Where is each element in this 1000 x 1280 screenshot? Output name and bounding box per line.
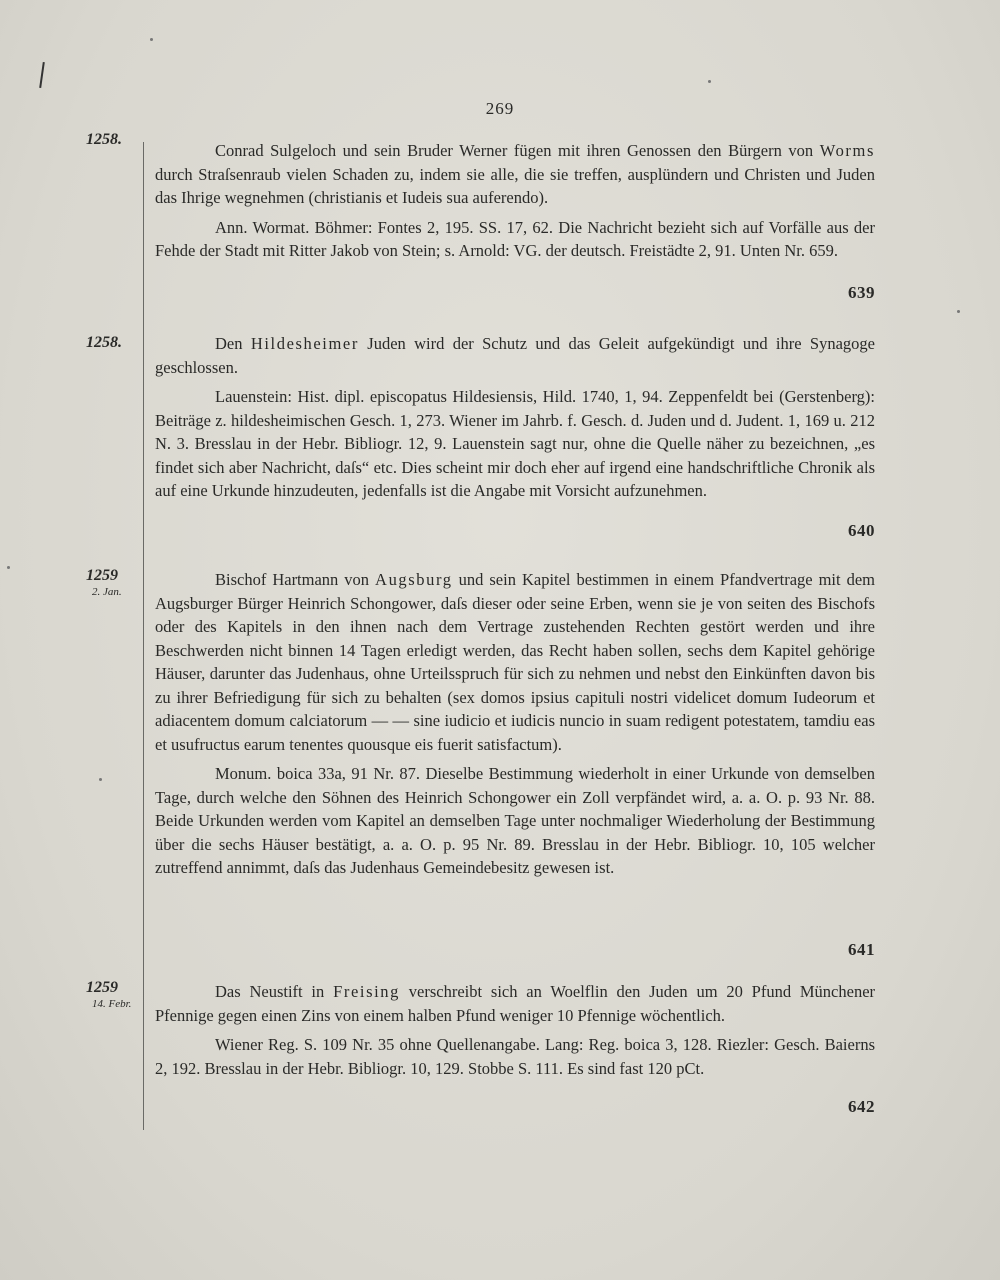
- summary-text: und sein Kapitel bestimmen in einem Pfandvertrage mit dem Augsburger Bürger Heinrich Schongower, daſs dieser oder seine Erben, wenn sie je von seiten des Bischofs oder des Kapitels in den ihnen nach dem Vertrage zustehenden Rechten gestört werden und ihre Beschwerden nicht binnen 14 Tagen erledigt werden, das Recht haben sollen, sechs dem Kapitel gehörige Häuser, darunter das Judenhaus, ohne Urteilsspruch für sich zu nehmen und nebst den Einkünften davon bis zu ihrer Befriedigung für sich zu behalten (sex domos ipsius capituli nostri videlicet domum Iudeorum et adiacentem domum calciatorum — — sine iudicio et iudicis nuncio in suam redigent potestatem, tamdiu eas et usufructus earum tenentes quousque eis fuerit satisfactum).: [155, 570, 875, 754]
- entry-text: [155, 980, 875, 1080]
- entry-number: 639: [848, 283, 875, 302]
- scan-speck: [957, 310, 960, 313]
- scan-speck: [150, 38, 153, 41]
- entry-year: 1259: [86, 567, 118, 584]
- place-name: Hildesheimer: [250, 334, 359, 353]
- scan-speck: [708, 80, 711, 83]
- entry-year: 1258.: [86, 334, 122, 351]
- entry-sources: Lauenstein: Hist. dipl. episcopatus Hildesiensis, Hild. 1740, 1, 94. Zeppenfeldt bei (Gerstenberg): Beiträge z. hildesheimischen Gesch. 1, 273. Wiener im Jahrb. f. Gesch. d. Juden und d. Judent. 1, 169 u. 212 N. 3. Bresslau in der Hebr. Bibliogr. 12, 9. Lauenstein sagt nur, ohne die Quelle näher zu bezeichnen, „es findet sich aber Nachricht, daſs“ etc. Dies scheint mir doch eher auf irgend eine handschriftliche Chronik als auf eine Urkunde hinzudeuten, jedenfalls ist die Angabe mit Vorsicht aufzunehmen.: [155, 387, 875, 500]
- margin-rule: [143, 142, 144, 1130]
- entry-summary: [155, 332, 875, 379]
- summary-text: durch Straſsenraub vielen Schaden zu, indem sie alle, die sie treffen, ausplündern und Christen und Juden das Ihrige wegnehmen (christianis et Iudeis sua auferendo).: [155, 164, 875, 207]
- entry-summary: [155, 568, 875, 756]
- entry-day: 2. Jan.: [92, 586, 122, 598]
- entry-text: [155, 568, 875, 880]
- entry-year: 1258.: [86, 131, 122, 148]
- summary-text: verschreibt sich an Woelflin den Juden um 20 Pfund Münchener Pfennige gegen einen Zins von einem halben Pfund weniger 10 Pfennige wöchentlich.: [155, 982, 876, 1025]
- entry-sources: Monum. boica 33a, 91 Nr. 87. Dieselbe Bestimmung wiederholt in einer Urkunde von demselben Tage, durch welche den Söhnen des Heinrich Schongower ein Zoll verpfändet wird, a. a. O. p. 93 Nr. 88. Beide Urkunden werden vom Kapitel an demselben Tage unter nochmaliger Wiederholung der Bestimmung über die sechs Häuser bestätigt, a. a. O. p. 95 Nr. 89. Bresslau in der Hebr. Bibliogr. 10, 105 welcher zutreffend annimmt, daſs das Judenhaus Gemeindebesitz gewesen ist.: [155, 764, 875, 877]
- place-name: Worms: [819, 141, 875, 160]
- scan-speck: [7, 566, 10, 569]
- entry-date: [86, 333, 142, 353]
- entry-sources: Wiener Reg. S. 109 Nr. 35 ohne Quellenangabe. Lang: Reg. boica 3, 128. Riezler: Gesch. Baierns 2, 192. Bresslau in der Hebr. Bibliogr. 10, 129. Stobbe S. 111. Es sind fast 120 pCt.: [155, 1035, 875, 1078]
- summary-text: Juden wird der Schutz und das Geleit aufgekündigt und ihre Synagoge geschlossen.: [155, 334, 876, 377]
- entry-text: [155, 332, 875, 503]
- entry-date: [86, 978, 142, 1010]
- place-name: Augsburg: [375, 570, 453, 589]
- summary-text: Den: [215, 334, 251, 353]
- place-name: Freising: [333, 982, 400, 1001]
- entry-text: [155, 139, 875, 263]
- entry-number: 641: [848, 940, 875, 959]
- summary-text: Bischof Hartmann von: [215, 570, 376, 589]
- scan-speck: [99, 778, 102, 781]
- entry-sources: Ann. Wormat. Böhmer: Fontes 2, 195. SS. 17, 62. Die Nachricht bezieht sich auf Vorfälle aus der Fehde der Stadt mit Ritter Jakob von Stein; s. Arnold: VG. der deutsch. Freistädte 2, 91. Unten Nr. 659.: [155, 217, 875, 260]
- page-number: 269: [485, 99, 515, 118]
- entry-number: 642: [848, 1097, 875, 1116]
- summary-text: Conrad Sulgeloch und sein Bruder Werner fügen mit ihren Genossen den Bürgern von: [215, 141, 820, 160]
- entry-date: [86, 130, 142, 150]
- entry-summary: [155, 139, 875, 210]
- entry-day: 14. Febr.: [92, 998, 132, 1010]
- entry-year: 1259: [86, 979, 118, 996]
- entry-number: 640: [848, 521, 875, 540]
- pencil-mark: [39, 62, 45, 88]
- entry-date: [86, 566, 142, 598]
- summary-text: Das Neustift in: [215, 982, 334, 1001]
- entry-summary: [155, 980, 875, 1027]
